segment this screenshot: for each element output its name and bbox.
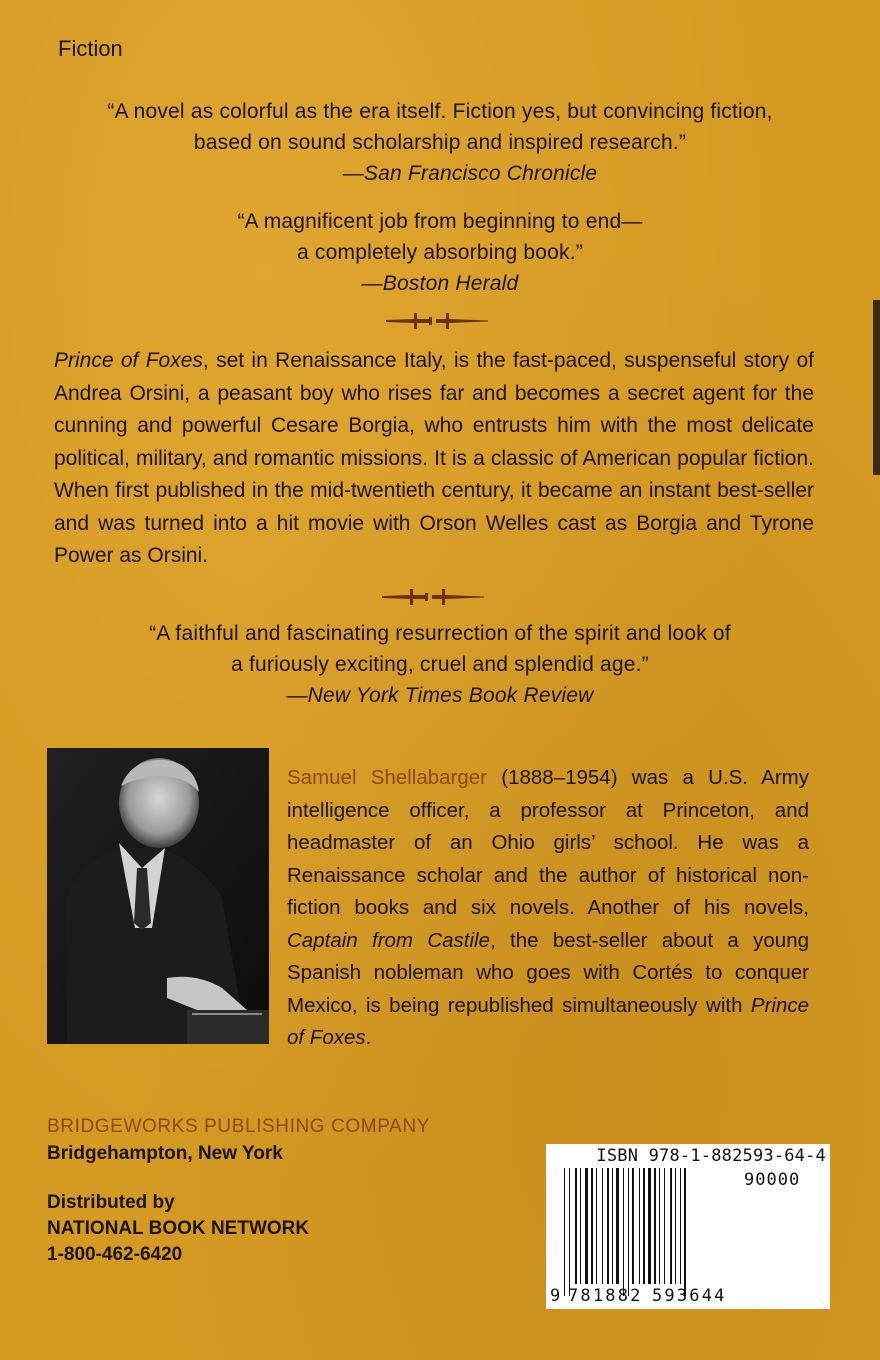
quote-source: —New York Times Book Review	[286, 684, 594, 707]
isbn-number: ISBN 978-1-882593-64-4	[596, 1146, 826, 1166]
quote-line: “A magnificent job from beginning to end—	[237, 210, 643, 233]
book-title: Prince of Foxes	[54, 349, 203, 372]
quote-line: based on sound scholarship and inspired research.”	[193, 131, 687, 154]
dagger-ornament	[0, 587, 880, 607]
category-label: Fiction	[58, 36, 123, 61]
barcode-digits-right: 593644	[652, 1286, 727, 1306]
book-description	[54, 345, 814, 573]
barcode-digit-first: 9	[550, 1286, 561, 1306]
review-quote-3	[40, 618, 840, 711]
distributor-label: Distributed by	[47, 1192, 175, 1213]
description-text: , set in Renaissance Italy, is the fast-paced, suspenseful story of Andrea Orsini, a peasant boy who rises far and becomes a secret agent for the cunning and powerful Cesare Borgia, who entrusts him with the most delicate political, military, and romantic missions. It is a classic of American popular fiction. When first published in the mid-twentieth century, it became an instant best-seller and was turned into a hit movie with Orson Welles cast as Borgia and Tyrone Power as Orsini.	[54, 349, 814, 567]
dagger-ornament	[0, 311, 880, 331]
author-portrait-image	[47, 748, 269, 1044]
distributor-block	[47, 1190, 309, 1268]
publisher-name: BRIDGEWORKS PUBLISHING COMPANY	[47, 1116, 430, 1137]
barcode-digits-left: 781882	[568, 1286, 643, 1306]
bio-text: (1888–1954) was a U.S. Army intelligence officer, a professor at Princeton, and headmaster of an Ohio girls’ school. He was a Renaissance scholar and the author of historical non-fiction books and six novels. Another of his novels,	[287, 766, 809, 919]
publisher-block	[47, 1113, 430, 1167]
bio-text: .	[365, 1026, 372, 1049]
quote-line: “A faithful and fascinating resurrection of the spirit and look of	[149, 622, 731, 645]
quote-source: —San Francisco Chronicle	[342, 162, 598, 185]
review-quote-2	[40, 206, 840, 299]
bio-text: , the best-seller about a young Spanish nobleman who goes with Cortés to conquer Mexico, is being republished simultaneously with	[287, 928, 809, 1017]
publisher-city: Bridgehampton, New York	[47, 1143, 283, 1164]
review-quote-1	[40, 96, 840, 189]
quote-line: “A novel as colorful as the era itself. Fiction yes, but convincing fiction,	[107, 100, 773, 123]
author-photo	[47, 748, 269, 1044]
quote-source: —Boston Herald	[361, 272, 519, 295]
distributor-phone: 1-800-462-6420	[47, 1244, 183, 1265]
isbn-barcode	[546, 1144, 830, 1309]
author-bio	[287, 762, 809, 1055]
quote-line: a furiously exciting, cruel and splendid age.”	[231, 653, 649, 676]
author-name: Samuel Shellabarger	[287, 766, 488, 789]
barcode-bars	[546, 1144, 830, 1309]
price-code: 90000	[744, 1170, 801, 1190]
distributor-name: NATIONAL BOOK NETWORK	[47, 1218, 310, 1239]
quote-line: a completely absorbing book.”	[297, 241, 583, 264]
book-title: Prince of Foxes	[287, 993, 809, 1049]
book-title: Captain from Castile	[287, 928, 490, 952]
